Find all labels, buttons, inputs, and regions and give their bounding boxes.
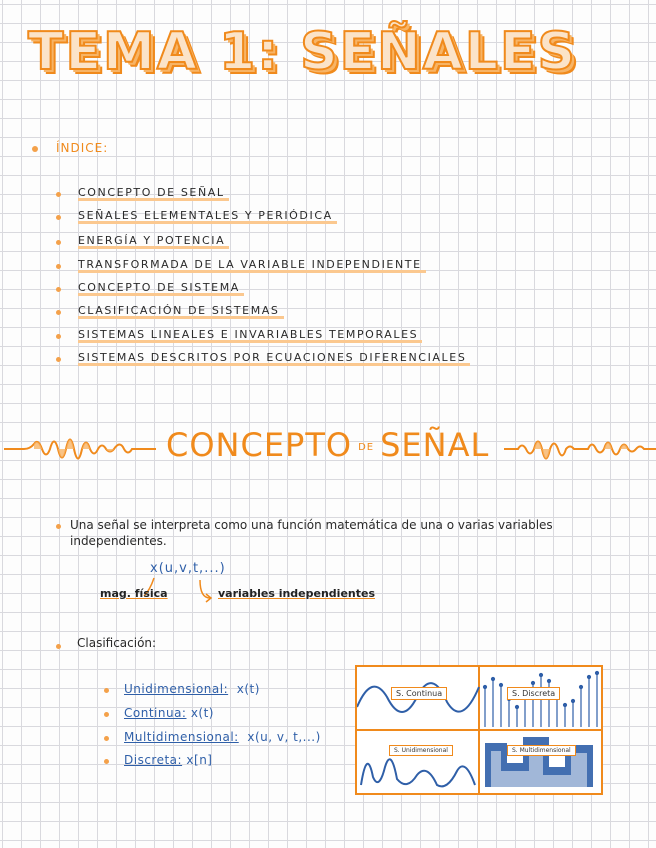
class-item-multidimensional: Multidimensional: x(u, v, t,...) (124, 730, 321, 744)
toc-bullet (56, 240, 61, 245)
class-item-continua: Continua: x(t) (124, 706, 214, 720)
toc-item-concepto-senal: CONCEPTO DE SEÑAL (78, 186, 229, 199)
wave-decoration-left (4, 422, 156, 476)
indice-bullet (32, 146, 38, 152)
page-title: TEMA 1: SEÑALES (28, 22, 578, 82)
toc-item-clasificacion-sistemas: CLASIFICACIÓN DE SISTEMAS (78, 304, 284, 317)
wave-decoration-right (504, 422, 656, 476)
class-item-discreta: Discreta: x[n] (124, 753, 213, 767)
figure-label-multidimensional: S. Multidimensional (507, 745, 576, 756)
definition-text: Una señal se interpreta como una función matemática de una o varias variables independientes. (70, 518, 553, 548)
class-bullet (104, 759, 109, 764)
class-bullet (104, 712, 109, 717)
toc-item-senales-elementales: SEÑALES ELEMENTALES Y PERIÓDICA (78, 209, 337, 222)
toc-item-sistemas-ecuaciones: SISTEMAS DESCRITOS POR ECUACIONES DIFERENCIALES (78, 351, 470, 364)
signal-types-figure (355, 665, 603, 795)
figure-label-discreta: S. Discreta (507, 687, 560, 700)
toc-item-energia-potencia: ENERGÍA Y POTENCIA (78, 234, 229, 247)
signal-types-drawing (357, 667, 601, 793)
toc-bullet (56, 334, 61, 339)
toc-bullet (56, 192, 61, 197)
annotation-mag-fisica: mag. física (100, 587, 168, 600)
toc-bullet (56, 215, 61, 220)
toc-bullet (56, 264, 61, 269)
toc-item-sistemas-lineales: SISTEMAS LINEALES E INVARIABLES TEMPORALES (78, 328, 422, 341)
figure-label-unidimensional: S. Unidimensional (389, 745, 453, 756)
toc-bullet (56, 357, 61, 362)
section-title: CONCEPTO DE SEÑAL (166, 426, 490, 464)
clasificacion-label: Clasificación: (77, 636, 157, 650)
class-bullet (104, 736, 109, 741)
figure-label-continua: S. Continua (391, 687, 447, 700)
clasificacion-bullet (56, 644, 61, 649)
class-item-unidimensional: Unidimensional: x(t) (124, 682, 260, 696)
toc-bullet (56, 310, 61, 315)
signal-formula: x(u,v,t,...) (150, 561, 226, 576)
annotation-variables: variables independientes (218, 587, 375, 600)
definition-bullet (56, 524, 61, 529)
toc-bullet (56, 287, 61, 292)
class-bullet (104, 688, 109, 693)
toc-item-concepto-sistema: CONCEPTO DE SISTEMA (78, 281, 244, 294)
toc-item-transformada: TRANSFORMADA DE LA VARIABLE INDEPENDIENTE (78, 258, 426, 271)
indice-label: ÍNDICE: (56, 141, 109, 155)
